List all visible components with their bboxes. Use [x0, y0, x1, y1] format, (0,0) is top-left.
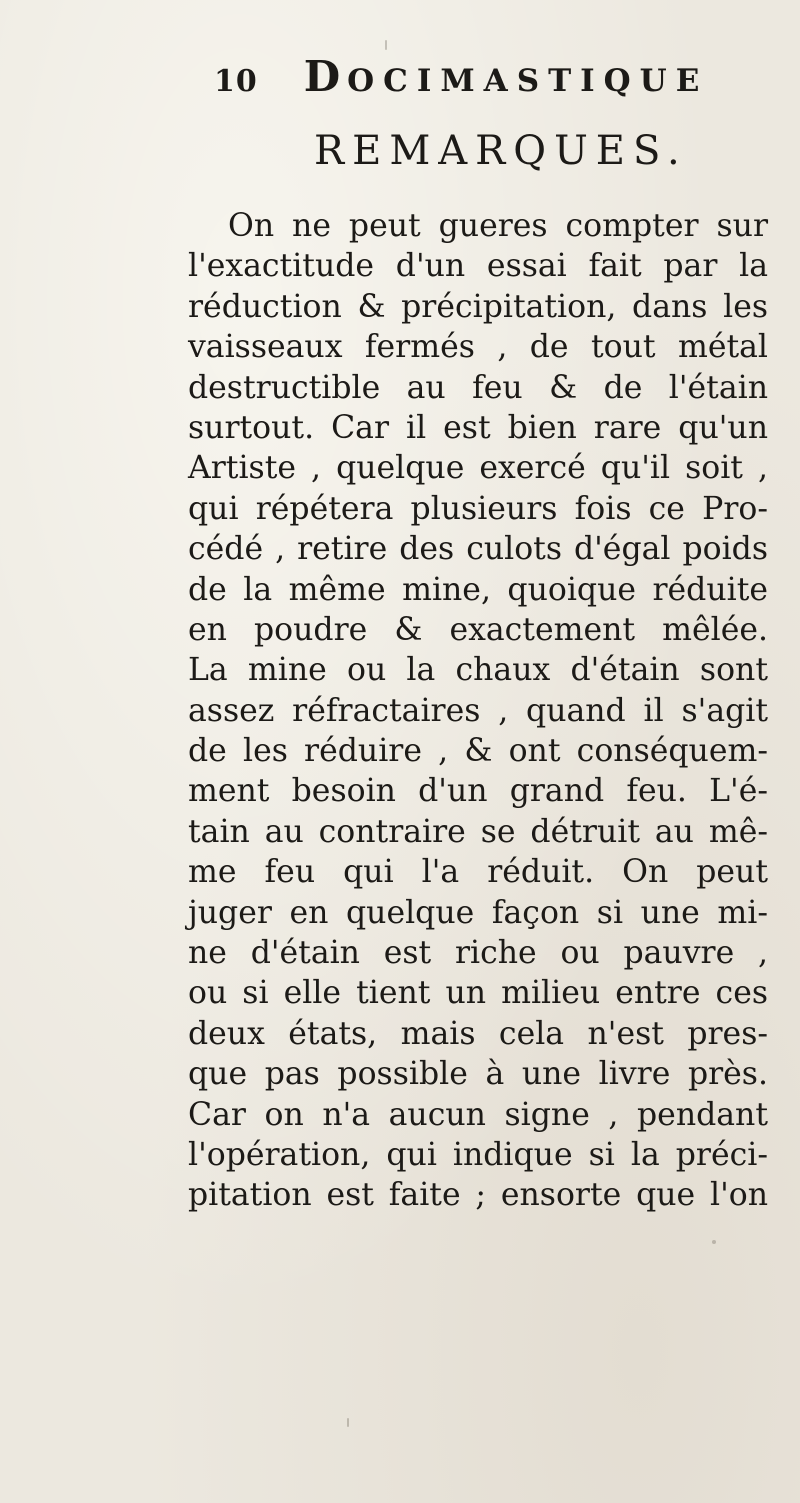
- text-line: tain au contraire se détruit au mê-: [188, 813, 768, 850]
- text-line: qui répétera plusieurs fois ce Pro-: [188, 490, 768, 527]
- paper-speck: [347, 1418, 349, 1427]
- body-text: [188, 206, 768, 1216]
- text-line: me feu qui l'a réduit. On peut: [188, 854, 768, 891]
- running-head-rest: OCIMASTIQUE: [347, 63, 709, 99]
- text-line: de la même mine, quoique réduite: [188, 571, 768, 608]
- text-line: Car on n'a aucun signe , pendant: [188, 1096, 768, 1133]
- text-line: cédé , retire des culots d'égal poids: [188, 531, 768, 568]
- text-line: ou si elle tient un milieu entre ces: [188, 975, 768, 1012]
- running-head: [304, 52, 709, 101]
- text-line: assez réfractaires , quand il s'agit: [188, 692, 768, 729]
- text-line: ment besoin d'un grand feu. L'é-: [188, 773, 768, 810]
- text-line: surtout. Car il est bien rare qu'un: [188, 409, 768, 446]
- text-line: La mine ou la chaux d'étain sont: [188, 652, 768, 689]
- text-line: On ne peut gueres compter sur: [228, 208, 768, 244]
- text-line: juger en quelque façon si une mi-: [188, 894, 768, 931]
- text-line: l'opération, qui indique si la préci-: [188, 1136, 768, 1173]
- text-line: pitation est faite ; ensorte que l'on: [188, 1177, 768, 1214]
- text-line: en poudre & exactement mêlée.: [188, 611, 768, 648]
- text-line: de les réduire , & ont conséquem-: [188, 733, 768, 770]
- text-line: que pas possible à une livre près.: [188, 1056, 768, 1093]
- paper-speck: [385, 40, 387, 50]
- text-line: deux états, mais cela n'est pres-: [188, 1015, 768, 1052]
- text-line: ne d'étain est riche ou pauvre ,: [188, 935, 768, 972]
- running-head-initial: D: [303, 52, 348, 101]
- text-line: Artiste , quelque exercé qu'il soit ,: [188, 450, 768, 487]
- text-line: destructible au feu & de l'étain: [188, 369, 768, 406]
- text-line: vaisseaux fermés , de tout métal: [188, 329, 768, 366]
- paper-speck: [712, 1240, 716, 1244]
- page-header: [214, 52, 708, 102]
- text-line: l'exactitude d'un essai fait par la: [188, 248, 768, 285]
- text-line: réduction & précipitation, dans les: [188, 288, 768, 325]
- page-number: 10: [214, 64, 258, 99]
- section-title: REMARQUES.: [314, 128, 688, 174]
